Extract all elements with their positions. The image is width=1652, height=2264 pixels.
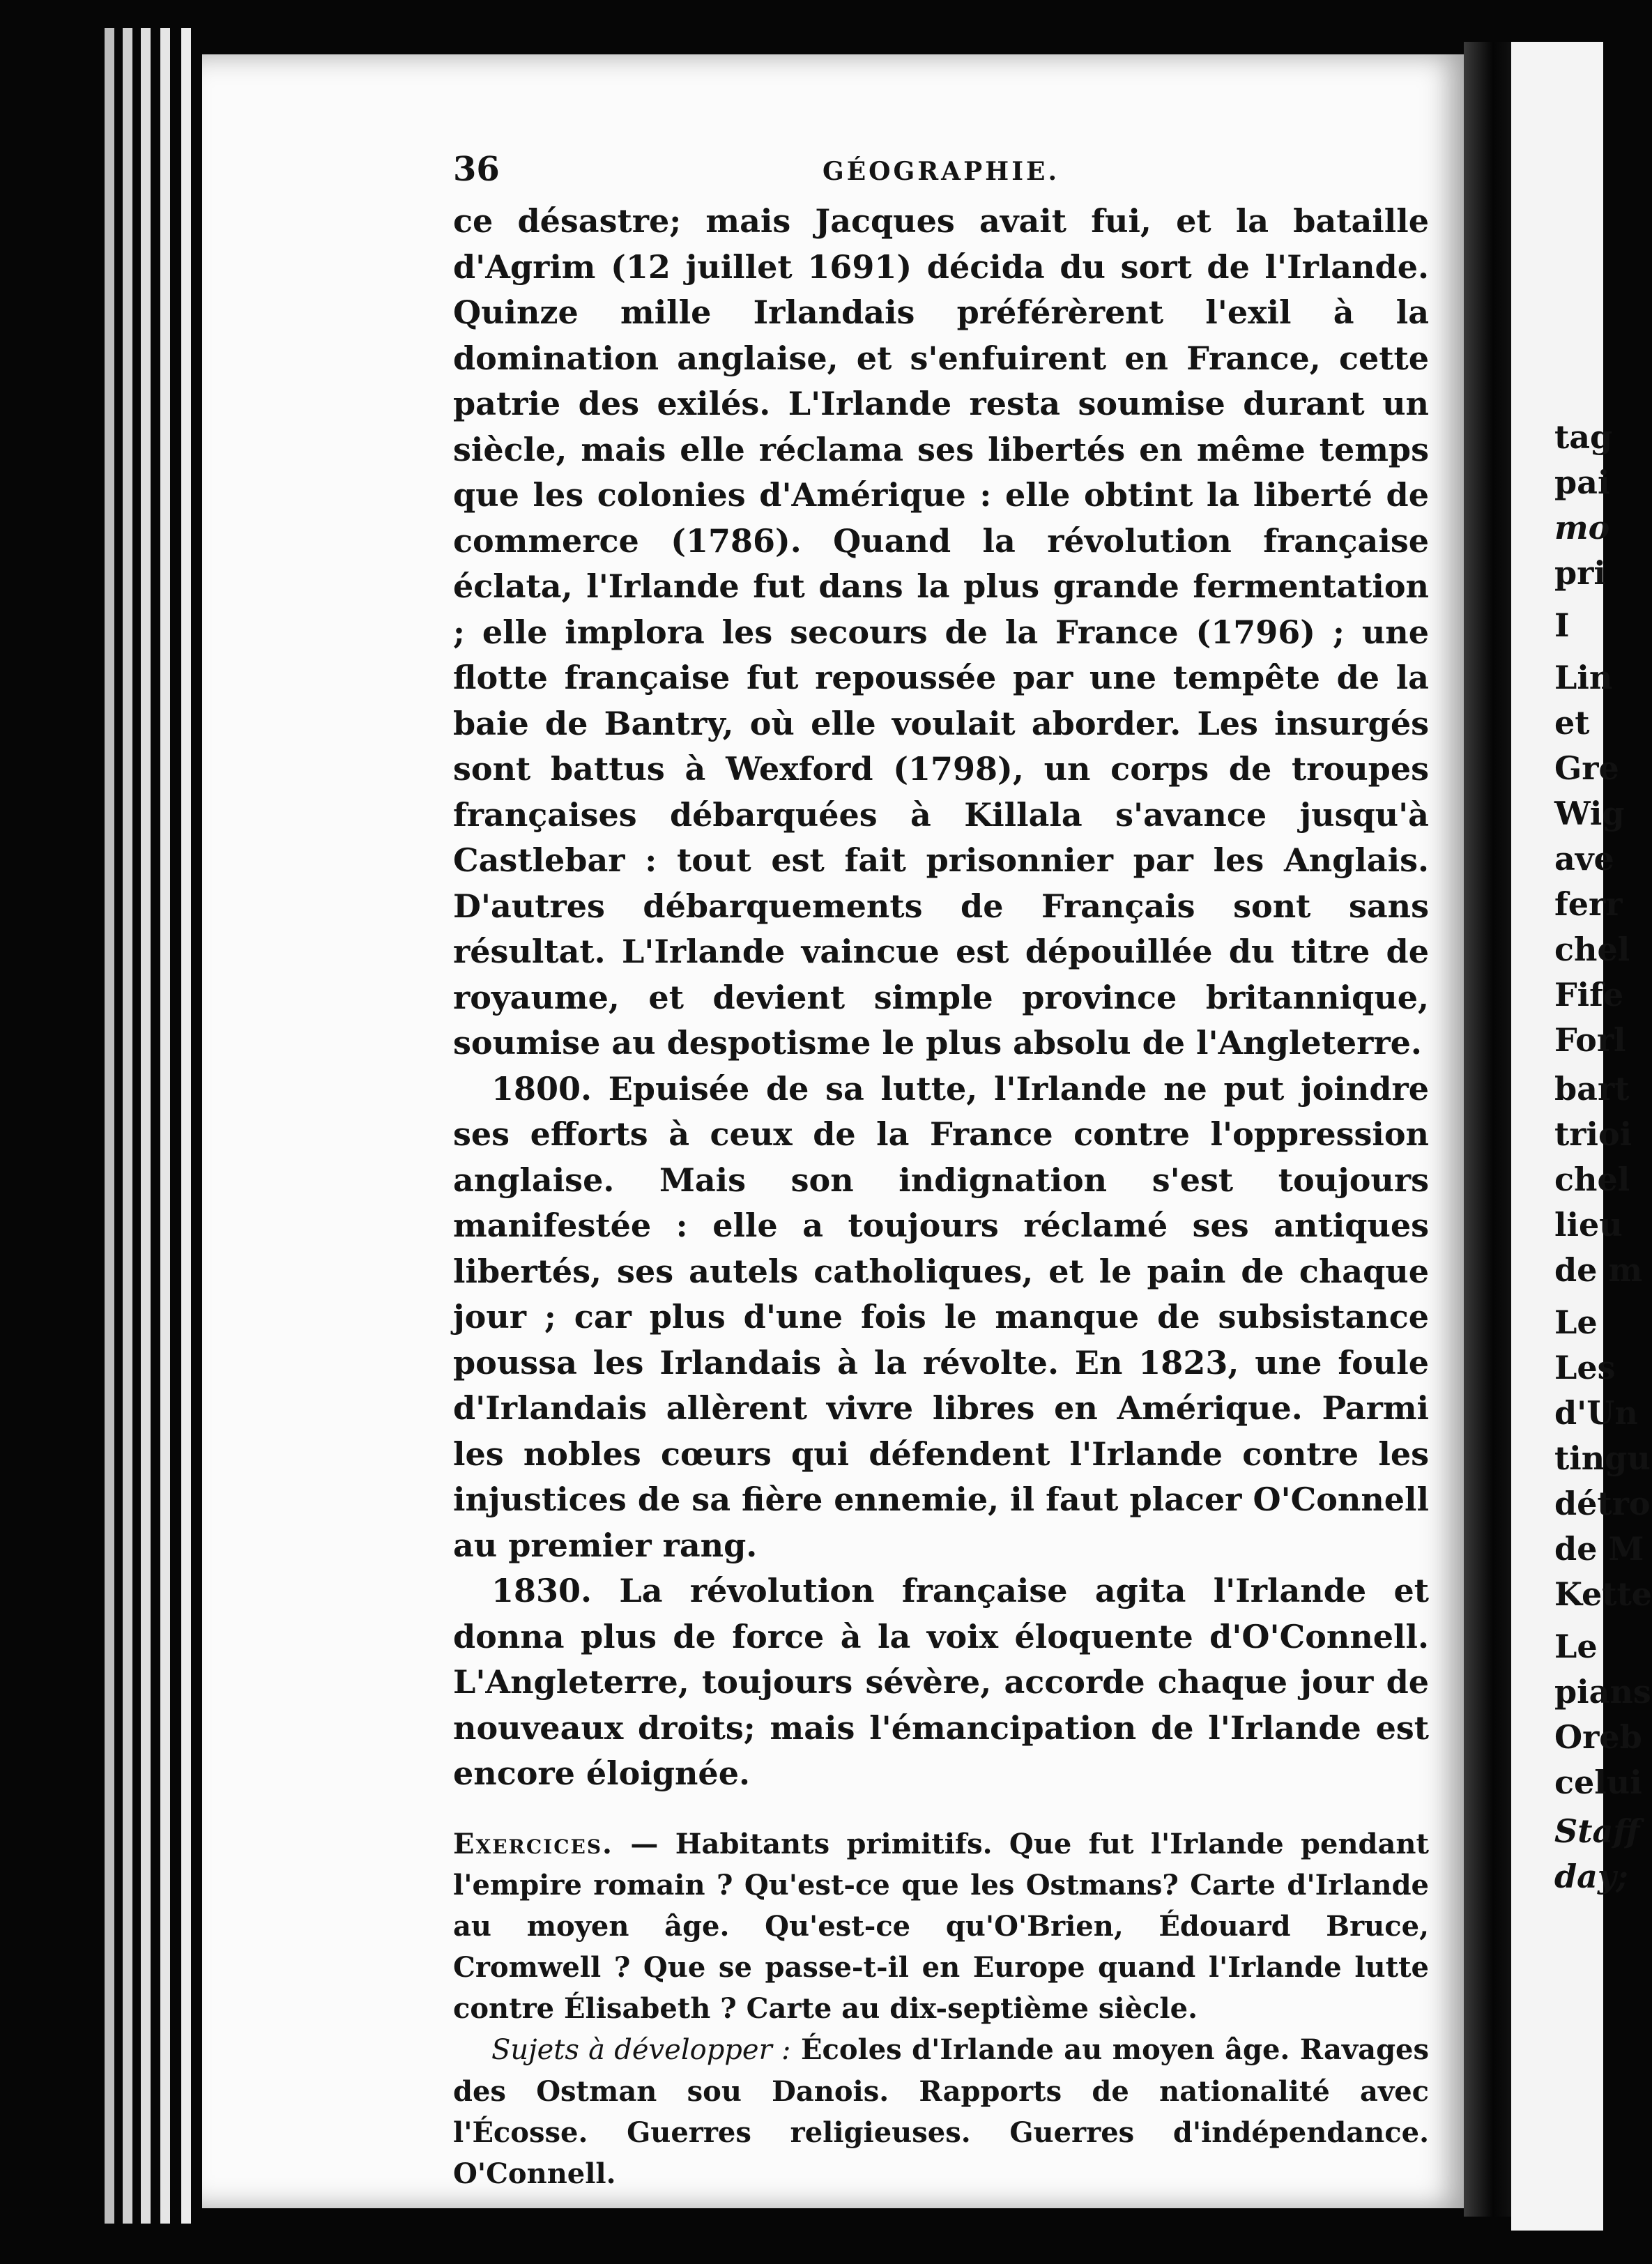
page-edge — [123, 28, 132, 2224]
facing-page-fragment — [1511, 42, 1652, 2231]
page-edges — [105, 28, 216, 2224]
body-text — [453, 199, 1429, 1797]
sujets-label: Sujets à développer : — [491, 2033, 791, 2066]
page-header — [453, 150, 1429, 199]
running-head: GÉOGRAPHIE. — [822, 157, 1060, 186]
facing-page-word: pri — [1554, 554, 1606, 592]
facing-page-word: I — [1554, 606, 1570, 644]
facing-page-word: pians — [1554, 1673, 1651, 1711]
facing-page-word: tag — [1554, 418, 1613, 456]
sujets-text: Écoles d'Irlande au moyen âge. Ravages des Ostman sou Danois. Rapports de nationalité avec l'Écosse. Guerres religieuses. Guerres d'indépendance. O'Connell. — [453, 2033, 1430, 2190]
page-number: 36 — [453, 150, 500, 189]
page-content — [453, 150, 1429, 2194]
facing-page-word: d'Un — [1554, 1394, 1638, 1432]
facing-page-word: Le — [1554, 1628, 1598, 1665]
paragraph: 1830. La révolution française agita l'Irlande et donna plus de force à la voix éloquente d'O'Connell. L'Angleterre, toujours sévère, accorde chaque jour de nouveaux droits; mais l'émancipation de l'Irlande est encore éloignée. — [453, 1572, 1429, 1792]
facing-page-word: Les — [1554, 1349, 1616, 1386]
exercises-section — [453, 1823, 1429, 2194]
page-edge — [105, 28, 114, 2224]
facing-page-word: ferr — [1554, 885, 1623, 923]
page-edge — [181, 28, 191, 2224]
facing-page-word: chel — [1554, 1161, 1630, 1198]
facing-page-word: Oreb — [1554, 1718, 1642, 1756]
facing-page-word: Gre — [1554, 749, 1619, 787]
facing-page-word: mo — [1554, 509, 1610, 546]
facing-page-word: Wig — [1554, 795, 1625, 832]
facing-page-word: Forl — [1554, 1021, 1626, 1059]
facing-page-word: Fife — [1554, 976, 1624, 1014]
facing-page-word: Kette — [1554, 1575, 1652, 1613]
page-edge — [141, 28, 151, 2224]
exercises-text: — Habitants primitifs. Que fut l'Irlande pendant l'empire romain ? Qu'est-ce que les Ostmans? Carte d'Irlande au moyen âge. Qu'est-ce qu'O'Brien, Édouard Bruce, Cromwell ? Que se passe-t-il en Europe quand l'Irlande lutte contre Élisabeth ? Carte au dix-septième siècle. — [453, 1827, 1429, 2025]
facing-page-word: pai — [1554, 464, 1610, 501]
facing-page-word: détro — [1554, 1485, 1651, 1522]
facing-page-word: chel — [1554, 931, 1630, 968]
facing-page-word: bart — [1554, 1070, 1630, 1108]
facing-page-word: et — [1554, 704, 1590, 742]
facing-page-word: tingu — [1554, 1439, 1651, 1477]
paragraph: 1800. Epuisée de sa lutte, l'Irlande ne put joindre ses efforts à ceux de la France contre l'oppression anglaise. Mais son indignation s'est toujours manifestée : elle a toujours réclamé ses antiques libertés, ses autels catholiques, et le pain de chaque jour ; car plus d'une fois le manque de subsistance poussa les Irlandais à la révolte. En 1823, une foule d'Irlandais allèrent vivre libres en Amérique. Parmi les nobles cœurs qui défendent l'Irlande contre les injustices de sa fière ennemie, il faut placer O'Connell au premier rang. — [453, 1069, 1429, 1564]
facing-page-word: Le — [1554, 1303, 1598, 1341]
facing-page-word: Lin — [1554, 659, 1613, 696]
facing-page-word: de m — [1554, 1251, 1643, 1289]
facing-page-word: de M — [1554, 1530, 1644, 1568]
sujets-paragraph — [453, 2029, 1429, 2194]
book-gutter — [1464, 42, 1513, 2217]
exercises-label: Exercices. — [453, 1827, 613, 1860]
facing-page-word: day; — [1554, 1858, 1628, 1895]
page-edge — [160, 28, 170, 2224]
paragraph: ce désastre; mais Jacques avait fui, et la bataille d'Agrim (12 juillet 1691) décida du sort de l'Irlande. Quinze mille Irlandais préférèrent l'exil à la domination anglaise, et s'enfuirent en France, cette patrie des exilés. L'Irlande resta soumise durant un siècle, mais elle réclama ses libertés en même temps que les colonies d'Amérique : elle obtint la liberté de commerce (1786). Quand la révolution française éclata, l'Irlande fut dans la plus grande fermentation ; elle implora les secours de la France (1796) ; une flotte française fut repoussée par une tempête de la baie de Bantry, où elle voulait aborder. Les insurgés sont battus à Wexford (1798), un corps de troupes françaises débarquées à Killala s'avance jusqu'à Castlebar : tout est fait prisonnier par les Anglais. D'autres débarquements de Français sont sans résultat. L'Irlande vaincue est dépouillée du titre de royaume, et devient simple province britannique, soumise au despotisme le plus absolu de l'Angleterre. — [453, 202, 1429, 1062]
facing-page-word: Staff — [1554, 1812, 1640, 1850]
facing-page-word: lieu — [1554, 1206, 1623, 1244]
facing-page-word: trioi — [1554, 1115, 1632, 1153]
facing-page-word: celui — [1554, 1764, 1642, 1801]
facing-page-word: ave — [1554, 840, 1614, 878]
exercises-paragraph — [453, 1823, 1429, 2029]
